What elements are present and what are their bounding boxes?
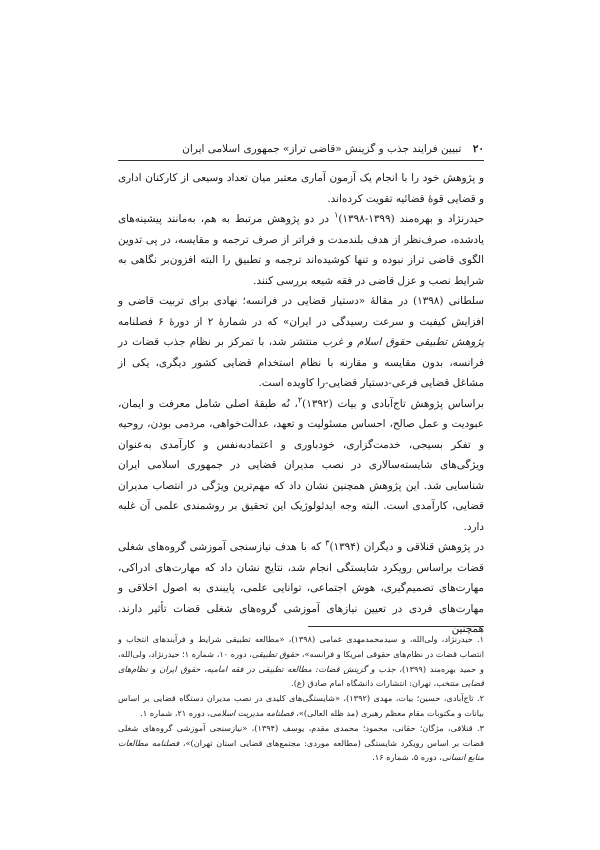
- paragraph-2-text: در دو پژوهش مرتبط به هم، به‌مانند پیشینه‌های یادشده، صرف‌نظر از هدف بلندمدت و فراتر از صرف ترجمه و مقایسه، در پی تدوین الگوی قاضی تراز نبوده و تنها کوشیده‌اند ترجمه و تطبیق را البته افزون‌بر نگاهی به شرایط نصب و عزل قاضی در فقه شیعه بررسی کنند.: [118, 213, 484, 287]
- paragraph-5-citation: در پژوهش قنلاقی و دیگران (۱۳۹۴): [329, 541, 484, 553]
- footnote-ref-1: ۱: [334, 210, 339, 220]
- footnote-rule: [308, 626, 484, 627]
- running-title: تبیین فرایند جذب و گزینش «قاضی تراز» جمهوری اسلامی ایران: [182, 143, 462, 155]
- footnote-3-journal: فصلنامه مطالعات منابع انسانی: [118, 737, 484, 763]
- header-rule: [118, 160, 484, 161]
- paragraph-4-text: ، نُه طبقۀ اصلی شامل معرفت و ایمان، عبودیت و عمل صالح، احساس مسئولیت و تعهد، عدالت‌خواهی، مردمی بودن، روحیه و تفکر بسیجی، خدمت‌گزاری، خودباوری و اعتمادبه‌نفس و کارآمدی به‌عنوان ویژگی‌های شایسته‌سالاری در نصب مدیران قضایی در جمهوری اسلامی ایران شناسایی شد. این پژوهش همچنین نشان داد که مهم‌ترین ویژگی در انتصاب مدیران قضایی، کارآمدی است. البته وجه ایدئولوژیک این تحقیق بر روشمندی علمی آن غلبه دارد.: [118, 397, 484, 533]
- footnotes: [118, 632, 484, 765]
- footnote-1-text-b: ، دوره ۱۰، شماره ۱؛ حیدرنژاد، ولی‌الله، و حمید بهره‌مند (۱۳۹۹)،: [118, 648, 484, 674]
- running-header: [118, 140, 484, 158]
- paragraph-3: [118, 291, 484, 394]
- paragraph-4-citation: براساس پژوهش تاج‌آبادی و بیات (۱۳۹۲): [302, 397, 484, 410]
- paragraph-2: [118, 209, 484, 291]
- footnote-2-text-b: ، دوره ۲۱، شماره ۱.: [140, 707, 210, 718]
- footnote-ref-3: ۳: [325, 538, 330, 548]
- footnote-1-text-c: ، تهران: انتشارات دانشگاه امام صادق (ع).: [291, 678, 437, 689]
- footnote-3: [118, 721, 484, 765]
- footnote-1-journal: حقوق تطبیقی: [251, 648, 300, 659]
- body-text: [118, 168, 484, 640]
- footnote-1-text-a: ۱. حیدرنژاد، ولی‌الله، و سیدمحمدمهدی غمامی (۱۳۹۸)، «مطالعه تطبیقی شرایط و فرآیندهای انتخاب و انتصاب قضات در نظام‌های حقوقی امریکا و فرانسه»،: [118, 634, 484, 659]
- footnote-1: [118, 632, 484, 691]
- footnote-2: [118, 691, 484, 721]
- paragraph-5: [118, 537, 484, 640]
- footnote-3-text-a: ۳. قنلاقی، مژگان؛ حقانی، محمود؛ محمدی مقدم، یوسف (۱۳۹۴)، «نیازسنجی آموزشی گروه‌های شغلی قضات بر اساس رویکرد شایستگی (مطالعه موردی: مجتمع‌های قضایی استان تهران)»،: [118, 722, 485, 748]
- footnote-1-book-title: جذب و گزینش قضات: مطالعه تطبیقی در فقه امامیه، حقوق ایران و نظام‌های قضایی منتخب: [118, 663, 484, 689]
- paragraph-2-citation: حیدرنژاد و بهره‌مند (۱۳۹۹-۱۳۹۸): [338, 213, 484, 225]
- footnote-2-text-a: ۲. تاج‌آبادی، حسین؛ بیات، مهدی (۱۳۹۲)، «شایستگی‌های کلیدی در نصب مدیران دستگاه قضایی بر اساس بیانات و مکتوبات مقام معظم رهبری (مد ظله العالی)»،: [118, 693, 484, 718]
- paragraph-3-text-b: منتشر شد، با تمرکز بر نظام جذب قضات در فرانسه، بدون مقایسه و مقارنه با نظام استخدام قضایی کشور دیگری، یکی از مشاغل قضایی فرعی-دستیار قضایی-را کاویده است.: [118, 336, 484, 389]
- paragraph-1: و پژوهش خود را با انجام یک آزمون آماری معتبر میان تعداد وسیعی از کارکنان اداری و قضایی قوۀ قضائیه تقویت کرده‌اند.: [118, 172, 484, 205]
- footnote-2-journal: فصلنامه مدیریت اسلامی: [209, 707, 294, 718]
- paragraph-4: [118, 394, 484, 538]
- paragraph-5-text: که با هدف نیازسنجی آموزشی گروه‌های شغلی قضات براساس رویکرد شایستگی انجام شد، نتایج نشان داد که مهارت‌های ادراکی، مهارت‌های تصمیم‌گیری، هوش اجتماعی، توانایی علمی، پایبندی به اصول اخلاقی و مهارت‌های فردی در تعیین نیازهای آموزشی گروه‌های شغلی قضات تأثیر دارند. همچنین: [118, 541, 484, 635]
- page-number: ۲۰: [472, 143, 484, 155]
- footnote-3-text-b: ، دوره ۵، شماره ۱۶.: [372, 752, 442, 763]
- journal-title: پژوهش تطبیقی حقوق اسلام و غرب: [322, 336, 484, 348]
- footnote-ref-2: ۲: [297, 395, 303, 405]
- paragraph-3-text-a: سلطانی (۱۳۹۸) در مقالۀ «دستیار قضایی در فرانسه؛ نهادی برای تربیت قاضی و افزایش کیفیت و سرعت رسیدگی در ایران» که در شمارۀ ۲ از دورۀ ۶ فصلنامه: [118, 295, 484, 328]
